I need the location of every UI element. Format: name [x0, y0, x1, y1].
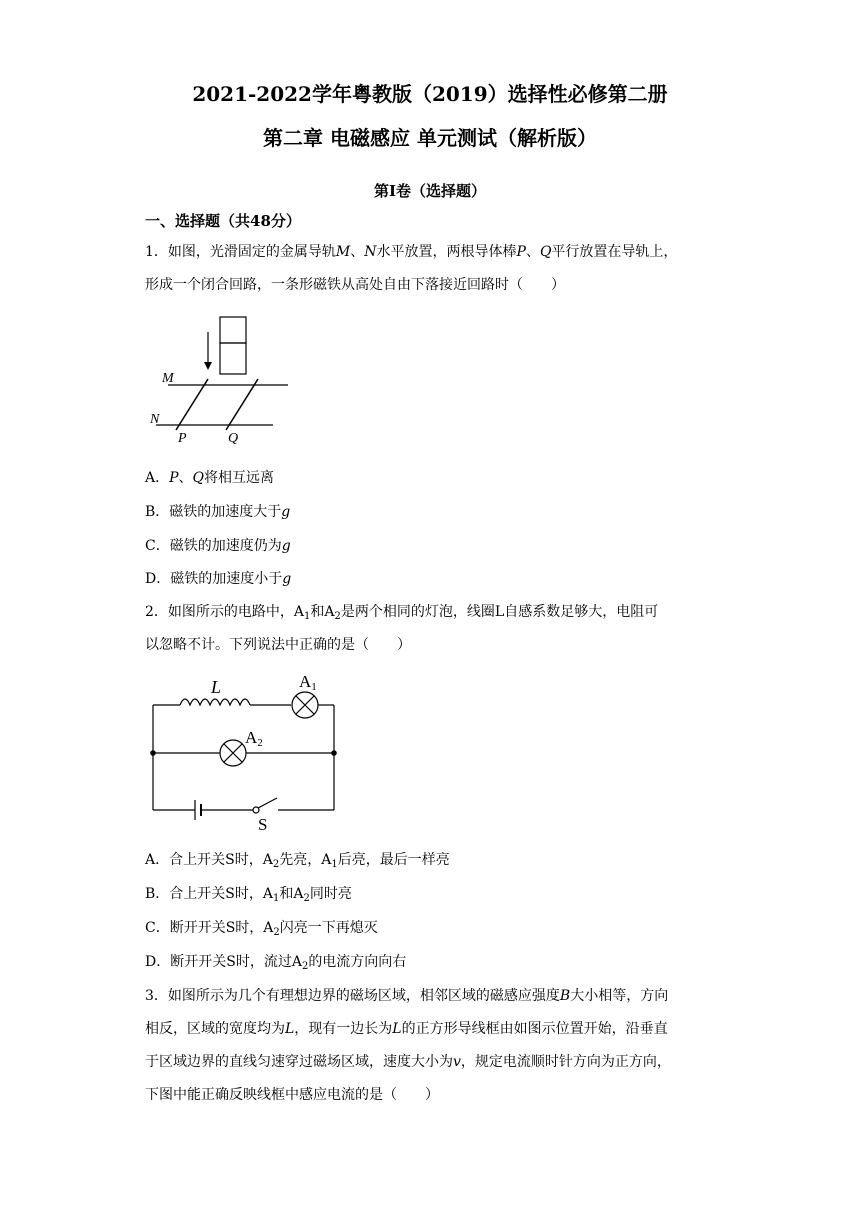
question-2-line-2: 以忽略不计。下列说法中正确的是（ ） [145, 637, 411, 653]
label-l: L [211, 677, 222, 697]
volume-title: 第Ⅰ卷（选择题） [373, 182, 487, 200]
document-title-line1: 2021-2022学年粤教版（2019）选择性必修第二册 [192, 82, 668, 106]
question-1-line-2: 形成一个闭合回路，一条形磁铁从高处自由下落接近回路时（ ） [145, 277, 565, 293]
question-2-line-1: 2．如图所示的电路中，$A_1$和$A_2$是两个相同的灯泡，线圈L自感系数足够大，电阻可 [145, 604, 659, 622]
option-2c: C．断开开关S时，$A_2$闪亮一下再熄灭 [145, 920, 378, 938]
magnet-rails-figure [148, 312, 293, 447]
option-1d: D．磁铁的加速度小于g [145, 571, 292, 587]
option-2d: D．断开开关S时，流过$A_2$的电流方向向右 [145, 954, 407, 972]
document-title-line2: 第二章 电磁感应 单元测试（解析版） [263, 126, 597, 150]
option-1a: A．P、Q将相互远离 [145, 470, 275, 486]
label-n: N [150, 412, 160, 427]
question-3-line-2: 相反，区域的宽度均为L，现有一边长为L的正方形导线框由如图示位置开始，沿垂直 [145, 1021, 668, 1037]
option-2a: A．合上开关S时，$A_2$先亮，$A_1$后亮，最后一样亮 [145, 852, 450, 870]
option-1c: C．磁铁的加速度仍为g [145, 538, 291, 554]
section-heading: 一、选择题（共48分） [145, 212, 301, 230]
option-1b: B．磁铁的加速度大于g [145, 504, 291, 520]
label-a2: A2 [245, 728, 263, 749]
label-a1: A1 [299, 672, 317, 693]
inductor-coil [180, 699, 250, 705]
question-3-line-3: 于区域边界的直线匀速穿过磁场区域，速度大小为v，规定电流顺时针方向为正方向， [145, 1054, 671, 1070]
question-1-line-1: 1．如图，光滑固定的金属导轨M、N水平放置，两根导体棒P、Q平行放置在导轨上， [145, 244, 678, 260]
question-3-line-4: 下图中能正确反映线框中感应电流的是（ ） [145, 1087, 439, 1103]
option-2b: B．合上开关S时，$A_1$和$A_2$同时亮 [145, 886, 352, 904]
label-p: P [178, 431, 187, 446]
question-3-line-1: 3．如图所示为几个有理想边界的磁场区域，相邻区域的磁感应强度B大小相等，方向 [145, 988, 669, 1004]
label-m: M [162, 371, 174, 386]
circuit-figure [145, 668, 345, 833]
label-q: Q [228, 431, 239, 446]
label-s: S [258, 815, 268, 833]
